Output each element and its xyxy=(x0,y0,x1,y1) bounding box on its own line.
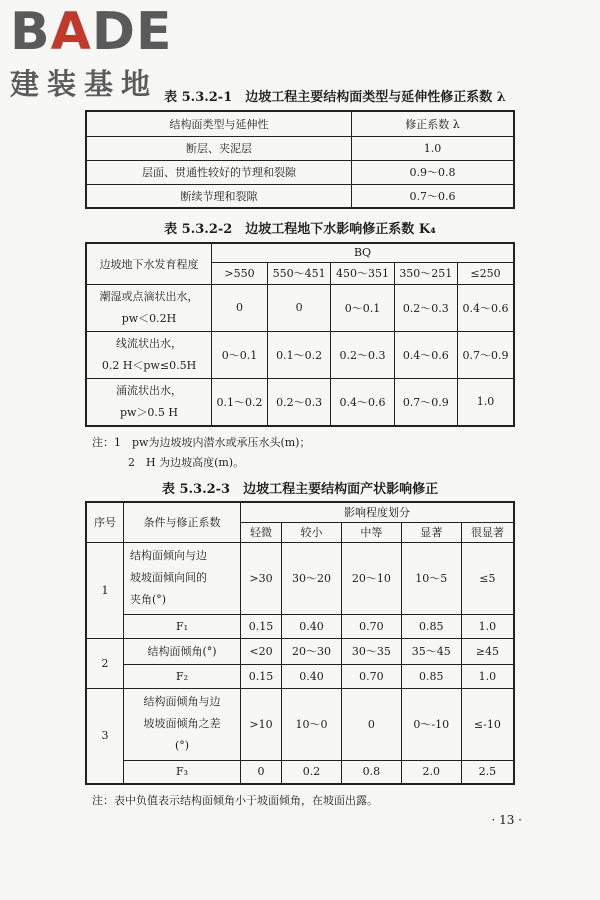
table3-cond-line: 夹角(°) xyxy=(130,593,167,606)
table3-cell: >30 xyxy=(241,542,282,614)
table3-cell: 10～5 xyxy=(401,542,461,614)
table1-cell: 断层、夹泥层 xyxy=(86,136,352,160)
table2-header-main: 边坡地下水发育程度 xyxy=(86,243,212,284)
table3-level: 较小 xyxy=(282,522,342,542)
table2-bq-col: ≤250 xyxy=(457,262,514,284)
table2-cell: 0.2～0.3 xyxy=(394,284,457,331)
table3-cond-line: 结构面倾角(°) xyxy=(124,638,241,664)
table3-cell: 30～20 xyxy=(282,542,342,614)
table2-cell: 0.4～0.6 xyxy=(457,284,514,331)
table2-note-2: 2 H 为边坡高度(m)。 xyxy=(128,456,245,469)
table2-cell: 0.1～0.2 xyxy=(212,378,268,426)
table1-header-type: 结构面类型与延伸性 xyxy=(86,111,352,136)
table3-cell: 0.40 xyxy=(282,614,342,638)
table3-cell: >10 xyxy=(241,688,282,760)
table1-cell: 断续节理和裂隙 xyxy=(86,184,352,208)
table1-cell: 0.9～0.8 xyxy=(352,160,515,184)
table-row xyxy=(86,542,514,614)
logo-subtitle: 建装基地 xyxy=(10,67,159,101)
table2-cell: 0～0.1 xyxy=(331,284,394,331)
table2-cell: 0.4～0.6 xyxy=(331,378,394,426)
table2-cell: 0.2～0.3 xyxy=(331,331,394,378)
table3-group-no: 3 xyxy=(86,688,124,784)
table2-title: 表 5.3.2-2 边坡工程地下水影响修正系数 K₄ xyxy=(164,222,436,237)
table1-header-coef: 修正系数 λ xyxy=(352,111,515,136)
table3-cell: ≤-10 xyxy=(461,688,514,760)
table3-cell: 0.85 xyxy=(401,614,461,638)
table2-header-bq: BQ xyxy=(212,243,515,262)
table3-cell: ≤5 xyxy=(461,542,514,614)
table3-cell: 0.8 xyxy=(341,760,401,784)
table3-cell: 0～-10 xyxy=(401,688,461,760)
table3-header-cond: 条件与修正系数 xyxy=(124,502,241,542)
table2-bq-col: 350～251 xyxy=(394,262,457,284)
table2-cell: 0 xyxy=(267,284,330,331)
table3-factor: F₃ xyxy=(124,760,241,784)
logo-word: BADE xyxy=(10,2,173,62)
table1-cell: 1.0 xyxy=(352,136,515,160)
table3-cell: 20～10 xyxy=(341,542,401,614)
table-row xyxy=(86,688,514,760)
table-row xyxy=(86,638,514,664)
table2-cell: 0～0.1 xyxy=(212,331,268,378)
table-row xyxy=(86,184,514,208)
table2-cell: 0.4～0.6 xyxy=(394,331,457,378)
table1-cell: 层面、贯通性较好的节理和裂隙 xyxy=(86,160,352,184)
table2-row-condition: pw＞0.5 H xyxy=(119,405,179,419)
table-row xyxy=(86,760,514,784)
table-row xyxy=(86,378,514,426)
table3-cell: 20～30 xyxy=(282,638,342,664)
table3-cell: 0 xyxy=(341,688,401,760)
table3-cond-line: 结构面倾角与边 xyxy=(143,695,221,708)
table3-cell: 0.15 xyxy=(241,614,282,638)
table-row xyxy=(86,614,514,638)
table3-header-group: 影响程度划分 xyxy=(241,502,515,522)
table3-header-no: 序号 xyxy=(86,502,124,542)
table3-cond-line: 坡坡面倾角之差 xyxy=(143,717,221,730)
table2-bq-col: 450～351 xyxy=(331,262,394,284)
table2-cell: 0.7～0.9 xyxy=(394,378,457,426)
table1-title: 表 5.3.2-1 边坡工程主要结构面类型与延伸性修正系数 λ xyxy=(164,90,506,105)
table1 xyxy=(85,110,515,209)
table3-cell: 2.0 xyxy=(401,760,461,784)
table3-level: 中等 xyxy=(341,522,401,542)
table3-factor: F₁ xyxy=(124,614,241,638)
table-row xyxy=(86,136,514,160)
table3-cell: 0 xyxy=(241,760,282,784)
table2-row-label: 潮湿或点滴状出水， xyxy=(99,289,199,303)
table3-cond-line: (°) xyxy=(174,739,190,752)
table3 xyxy=(85,501,515,785)
table2 xyxy=(85,242,515,427)
table2-cell: 0.7～0.9 xyxy=(457,331,514,378)
table3-group-no: 2 xyxy=(86,638,124,688)
table2-cell: 0 xyxy=(212,284,268,331)
table1-cell: 0.7～0.6 xyxy=(352,184,515,208)
table3-cond-line: 结构面倾向与边 xyxy=(130,549,207,562)
page-number: · 13 · xyxy=(491,813,522,827)
table3-cell: 0.40 xyxy=(282,664,342,688)
table3-title: 表 5.3.2-3 边坡工程主要结构面产状影响修正 xyxy=(161,482,439,497)
table2-bq-col: >550 xyxy=(212,262,268,284)
table-row xyxy=(86,331,514,378)
table3-group-no: 1 xyxy=(86,542,124,638)
table3-cell: 10～0 xyxy=(282,688,342,760)
table2-cell: 0.2～0.3 xyxy=(267,378,330,426)
table3-factor: F₂ xyxy=(124,664,241,688)
table3-cell: 0.70 xyxy=(341,614,401,638)
table3-cell: 0.70 xyxy=(341,664,401,688)
table3-cell: <20 xyxy=(241,638,282,664)
table3-cell: 0.15 xyxy=(241,664,282,688)
table2-cell: 0.1～0.2 xyxy=(267,331,330,378)
table3-level: 很显著 xyxy=(461,522,514,542)
table2-note-1: 注：1 pw为边坡坡内潜水或承压水头(m)； xyxy=(92,436,311,449)
table3-note: 注：表中负值表示结构面倾角小于坡面倾角，在坡面出露。 xyxy=(92,794,378,807)
table2-row-condition: 0.2 H＜pw≤0.5H xyxy=(101,358,197,372)
table3-cond-line: 坡坡面倾向间的 xyxy=(130,571,207,584)
table2-row-condition: pw＜0.2H xyxy=(121,311,177,325)
table3-cell: 1.0 xyxy=(461,614,514,638)
table3-level: 显著 xyxy=(401,522,461,542)
table2-row-label: 涌流状出水， xyxy=(116,383,182,397)
table2-row-label: 线流状出水， xyxy=(116,336,182,350)
table3-cell: 30～35 xyxy=(341,638,401,664)
table3-cell: 2.5 xyxy=(461,760,514,784)
table3-level: 轻微 xyxy=(241,522,282,542)
table2-bq-col: 550～451 xyxy=(267,262,330,284)
table-row xyxy=(86,664,514,688)
table3-cell: 0.2 xyxy=(282,760,342,784)
table3-cell: 35～45 xyxy=(401,638,461,664)
table2-cell: 1.0 xyxy=(457,378,514,426)
table3-cell: ≥45 xyxy=(461,638,514,664)
table3-cell: 1.0 xyxy=(461,664,514,688)
table3-cell: 0.85 xyxy=(401,664,461,688)
table-row xyxy=(86,284,514,331)
table-row xyxy=(86,160,514,184)
